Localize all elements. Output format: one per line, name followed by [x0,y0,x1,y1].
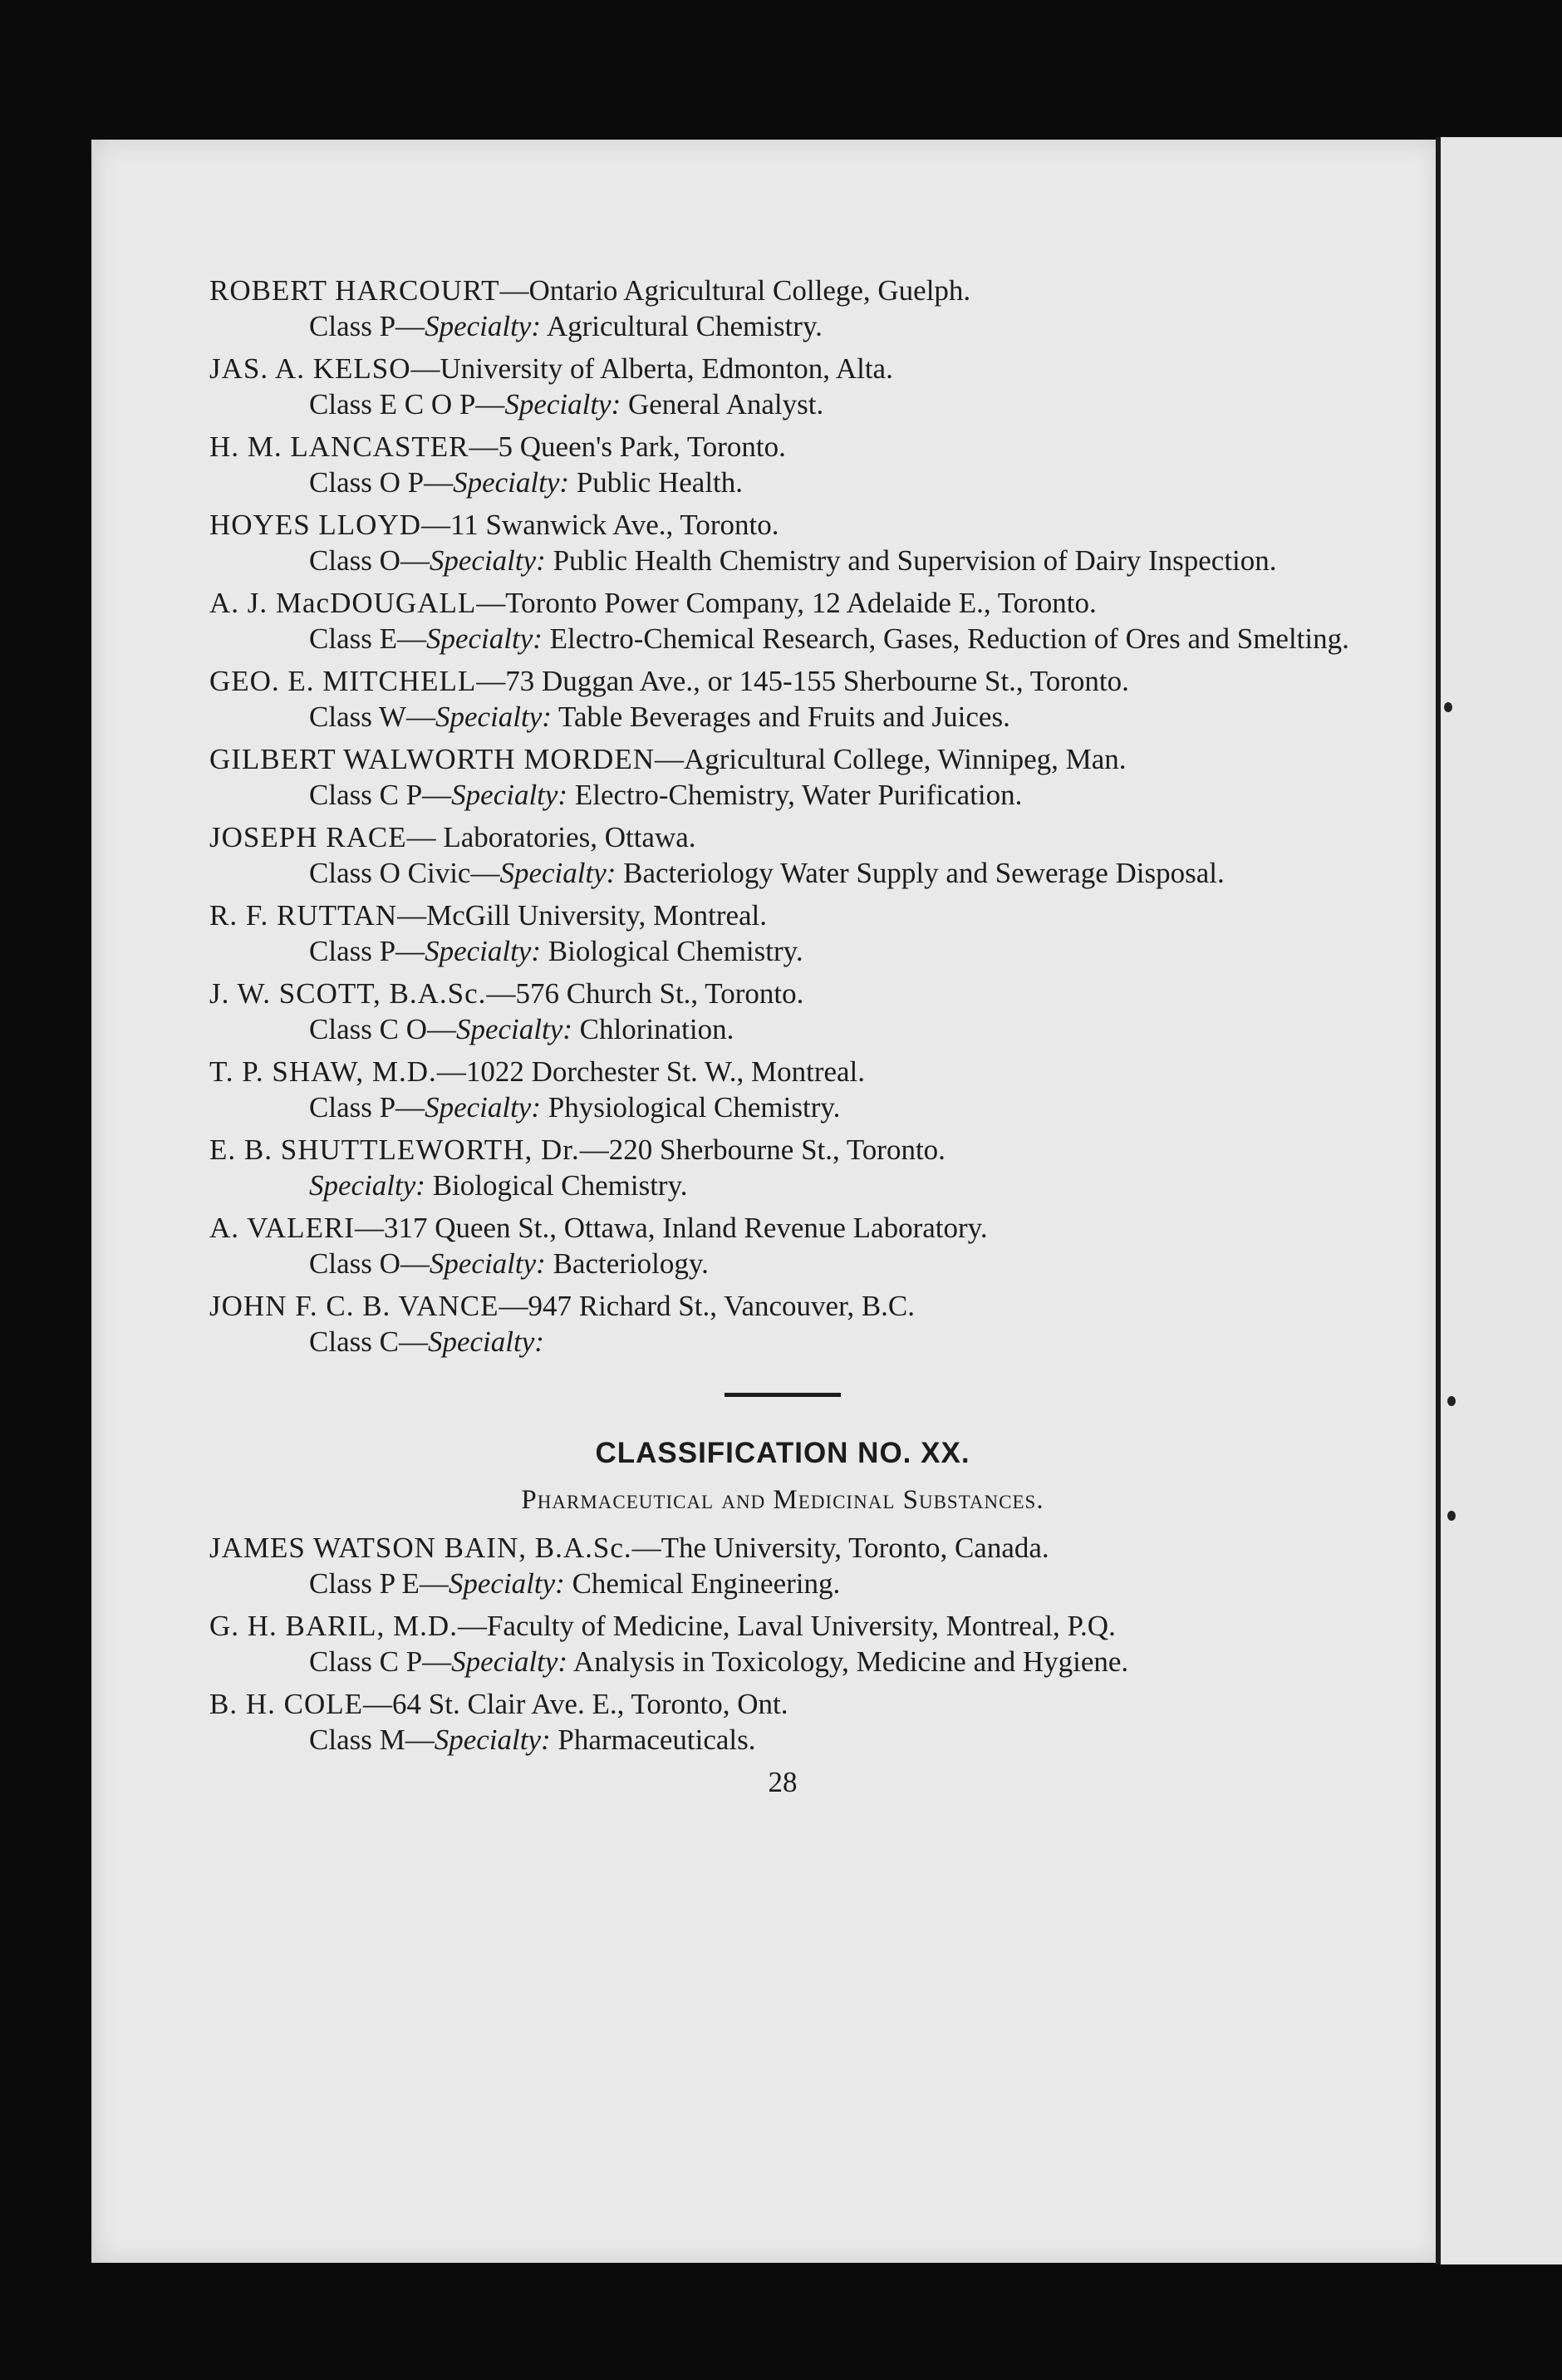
member-address: —220 Sherbourne St., Toronto. [579,1133,946,1166]
member-name: R. F. RUTTAN [209,899,398,932]
entry-header [209,507,1356,543]
member-entry [209,897,1356,969]
entry-header [209,429,1356,465]
entry-header [209,1288,1356,1324]
entry-detail [309,1168,1356,1203]
entry-header [209,351,1356,386]
member-name: HOYES LLOYD [209,509,422,541]
member-specialty: Bacteriology. [545,1247,709,1280]
member-entry [209,1530,1356,1601]
member-address: —11 Swanwick Ave., Toronto. [421,509,779,541]
member-name: A. VALERI [209,1212,355,1244]
member-address: —Agricultural College, Winnipeg, Man. [655,743,1127,775]
margin-mark [1447,1396,1456,1406]
member-address: —5 Queen's Park, Toronto. [469,430,786,463]
entry-header [209,1132,1356,1168]
member-specialty: Pharmaceuticals. [550,1724,756,1756]
member-address: —The University, Toronto, Canada. [631,1532,1049,1564]
entry-header [209,1530,1356,1566]
member-address: — Laboratories, Ottawa. [406,821,696,853]
member-class: Class M— [309,1724,435,1756]
specialty-label: Specialty: [427,1325,544,1358]
member-class: Class P— [309,935,425,967]
entry-detail [309,699,1356,735]
specialty-label: Specialty: [425,622,543,655]
specialty-label: Specialty: [455,1013,572,1045]
member-name: A. J. MacDOUGALL [209,587,477,619]
member-address: —576 Church St., Toronto. [486,977,804,1010]
entry-header [209,1686,1356,1722]
specialty-label: Specialty: [309,1169,425,1202]
entry-header [209,273,1356,308]
member-address: —947 Richard St., Vancouver, B.C. [499,1290,916,1322]
member-name: E. B. SHUTTLEWORTH, Dr. [209,1133,580,1166]
specialty-label: Specialty: [448,1567,565,1600]
member-class: Class C P— [309,1645,452,1678]
section-divider [725,1393,841,1397]
member-specialty: Biological Chemistry. [425,1169,688,1202]
member-name: JAMES WATSON BAIN, B.A.Sc. [209,1532,632,1564]
member-entry [209,1686,1356,1758]
section-subtitle: Pharmaceutical and Medicinal Substances. [521,1485,1044,1515]
entry-detail [309,1566,1356,1601]
member-entry [209,741,1356,813]
page-content-area [91,140,1437,2263]
member-address: —Ontario Agricultural College, Guelph. [499,274,971,307]
member-class: Class P— [309,1091,425,1124]
member-specialty: Public Health. [569,466,744,499]
member-address: —University of Alberta, Edmonton, Alta. [410,352,893,385]
entry-header [209,1054,1356,1089]
listing-text [209,273,1356,1800]
specialty-label: Specialty: [425,935,541,967]
entry-header [209,585,1356,621]
member-name: B. H. COLE [209,1688,363,1720]
member-class: Class E— [309,622,426,655]
specialty-label: Specialty: [453,466,570,499]
entry-header [209,663,1356,699]
member-specialty: Analysis in Toxicology, Medicine and Hygiene. [567,1645,1129,1678]
member-class: Class P— [309,310,425,342]
member-entry [209,1132,1356,1203]
entry-detail [309,777,1356,813]
member-name: ROBERT HARCOURT [209,274,500,307]
member-entry [209,663,1356,735]
member-address: —64 St. Clair Ave. E., Toronto, Ont. [363,1688,788,1720]
member-entry [209,585,1356,656]
entry-detail [309,1089,1356,1125]
member-specialty: Bacteriology Water Supply and Sewerage Disposal. [616,857,1225,889]
member-address: —317 Queen St., Ottawa, Inland Revenue Laboratory. [354,1212,988,1244]
member-address: —Toronto Power Company, 12 Adelaide E., Toronto. [476,587,1097,619]
specialty-label: Specialty: [429,544,546,577]
page-number: 28 [768,1766,798,1798]
member-entry [209,819,1356,891]
member-class: Class O P— [309,466,454,499]
entry-header [209,1210,1356,1246]
member-entry [209,1054,1356,1125]
specialty-label: Specialty: [434,1724,551,1756]
member-entry [209,507,1356,578]
member-class: Class C P— [309,779,452,811]
member-name: G. H. BARIL, M.D. [209,1610,458,1642]
entry-detail [309,621,1356,656]
member-specialty: Electro-Chemical Research, Gases, Reduction of Ores and Smelting. [542,622,1349,655]
member-specialty: Agricultural Chemistry. [541,310,823,342]
member-specialty: Public Health Chemistry and Supervision of Dairy Inspection. [545,544,1277,577]
entry-header [209,976,1356,1011]
member-name: H. M. LANCASTER [209,430,469,463]
member-name: JOSEPH RACE [209,821,407,853]
member-specialty: Table Beverages and Fruits and Juices. [551,701,1010,733]
entry-header [209,897,1356,933]
member-class: Class O Civic— [309,857,500,889]
entry-detail [309,1644,1356,1679]
specialty-label: Specialty: [425,310,541,342]
entry-detail [309,1246,1356,1281]
member-address: —McGill University, Montreal. [397,899,768,932]
specialty-label: Specialty: [429,1247,546,1280]
member-address: —1022 Dorchester St. W., Montreal. [436,1055,866,1088]
section-title: CLASSIFICATION NO. XX. [595,1437,970,1469]
entry-detail [309,933,1356,969]
member-entry [209,429,1356,500]
entry-detail [309,543,1356,578]
margin-mark [1444,702,1452,712]
member-name: JOHN F. C. B. VANCE [209,1290,499,1322]
member-class: Class E C O P— [309,388,505,420]
specialty-label: Specialty: [425,1091,541,1124]
entry-detail [309,1011,1356,1047]
member-class: Class C— [309,1325,428,1358]
member-address: —Faculty of Medicine, Laval University, Montreal, P.Q. [457,1610,1116,1642]
specialty-label: Specialty: [451,1645,568,1678]
member-class: Class O— [309,1247,430,1280]
member-entry [209,273,1356,344]
member-specialty: Chlorination. [572,1013,734,1045]
entry-detail [309,308,1356,344]
member-name: J. W. SCOTT, B.A.Sc. [209,977,487,1010]
member-specialty: General Analyst. [621,388,824,420]
member-specialty: Chemical Engineering. [564,1567,841,1600]
entry-detail [309,1722,1356,1758]
member-class: Class O— [309,544,430,577]
entry-detail [309,386,1356,422]
member-specialty: Physiological Chemistry. [541,1091,841,1124]
member-class: Class W— [309,701,435,733]
entry-header [209,819,1356,855]
member-entry [209,976,1356,1047]
margin-mark [1447,1511,1456,1521]
member-list-top [209,273,1356,1360]
member-entry [209,1608,1356,1679]
member-name: JAS. A. KELSO [209,352,411,385]
specialty-label: Specialty: [451,779,568,811]
member-class: Class P E— [309,1567,449,1600]
member-name: GEO. E. MITCHELL [209,665,477,697]
member-name: GILBERT WALWORTH MORDEN [209,743,655,775]
specialty-label: Specialty: [435,701,552,733]
entry-detail [309,465,1356,500]
member-address: —73 Duggan Ave., or 145-155 Sherbourne St., Toronto. [476,665,1129,697]
member-entry [209,351,1356,422]
member-specialty: Biological Chemistry. [541,935,803,967]
entry-detail [309,1324,1356,1360]
specialty-label: Specialty: [499,857,616,889]
member-class: Class C O— [309,1013,456,1045]
entry-detail [309,855,1356,891]
specialty-label: Specialty: [504,388,621,420]
member-entry [209,1288,1356,1360]
member-specialty: Electro-Chemistry, Water Purification. [567,779,1023,811]
entry-header [209,1608,1356,1644]
member-name: T. P. SHAW, M.D. [209,1055,437,1088]
entry-header [209,741,1356,777]
member-entry [209,1210,1356,1281]
member-list-bottom [209,1530,1356,1758]
adjacent-page-edge [1436,137,1562,2264]
